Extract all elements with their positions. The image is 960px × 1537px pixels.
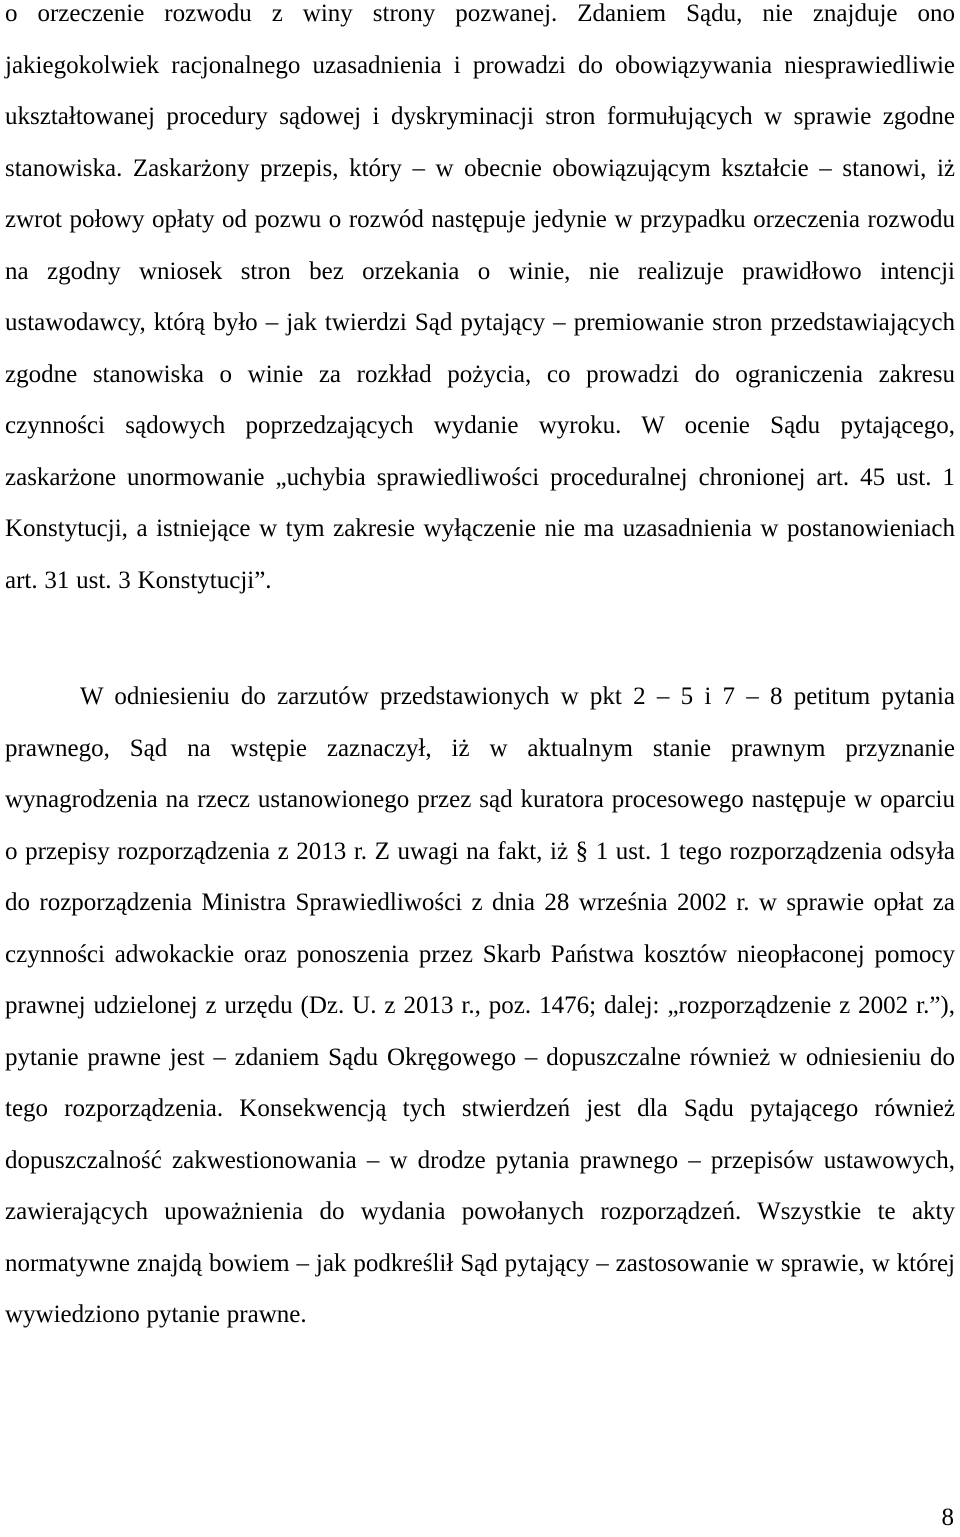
page-number: 8 (941, 1504, 954, 1531)
body-paragraph-2: W odniesieniu do zarzutów przedstawionych w pkt 2 – 5 i 7 – 8 petitum pytania prawnego, Sąd na wstępie zaznaczył, iż w aktualnym stanie prawnym przyznanie wynagrodzenia na rzecz ustanowionego przez sąd kuratora procesowego następuje w oparciu o przepisy rozporządzenia z 2013 r. Z uwagi na fakt, iż § 1 ust. 1 tego rozporządzenia odsyła do rozporządzenia Ministra Sprawiedliwości z dnia 28 września 2002 r. w sprawie opłat za czynności adwokackie oraz ponoszenia przez Skarb Państwa kosztów nieopłaconej pomocy prawnej udzielonej z urzędu (Dz. U. z 2013 r., poz. 1476; dalej: „rozporządzenie z 2002 r.”), pytanie prawne jest – zdaniem Sądu Okręgowego – dopuszczalne również w odniesieniu do tego rozporządzenia. Konsekwencją tych stwierdzeń jest dla Sądu pytającego również dopuszczalność zakwestionowania – w drodze pytania prawnego – przepisów ustawowych, zawierających upoważnienia do wydania powołanych rozporządzeń. Wszystkie te akty normatywne znajdą bowiem – jak podkreślił Sąd pytający – zastosowanie w sprawie, w której wywiedziono pytanie prawne. (5, 683, 955, 1328)
body-paragraph-1: o orzeczenie rozwodu z winy strony pozwanej. Zdaniem Sądu, nie znajduje ono jakiegokolwiek racjonalnego uzasadnienia i prowadzi do obowiązywania niesprawiedliwie ukształtowanej procedury sądowej i dyskryminacji stron formułujących w sprawie zgodne stanowiska. Zaskarżony przepis, który – w obecnie obowiązującym kształcie – stanowi, iż zwrot połowy opłaty od pozwu o rozwód następuje jedynie w przypadku orzeczenia rozwodu na zgodny wniosek stron bez orzekania o winie, nie realizuje prawidłowo intencji ustawodawcy, którą było – jak twierdzi Sąd pytający – premiowanie stron przedstawiających zgodne stanowiska o winie za rozkład pożycia, co prowadzi do ograniczenia zakresu czynności sądowych poprzedzających wydanie wyroku. W ocenie Sądu pytającego, zaskarżone unormowanie „uchybia sprawiedliwości proceduralnej chronionej art. 45 ust. 1 Konstytucji, a istniejące w tym zakresie wyłączenie nie ma uzasadnienia w postanowieniach art. 31 ust. 3 Konstytucji”. (5, 0, 955, 594)
